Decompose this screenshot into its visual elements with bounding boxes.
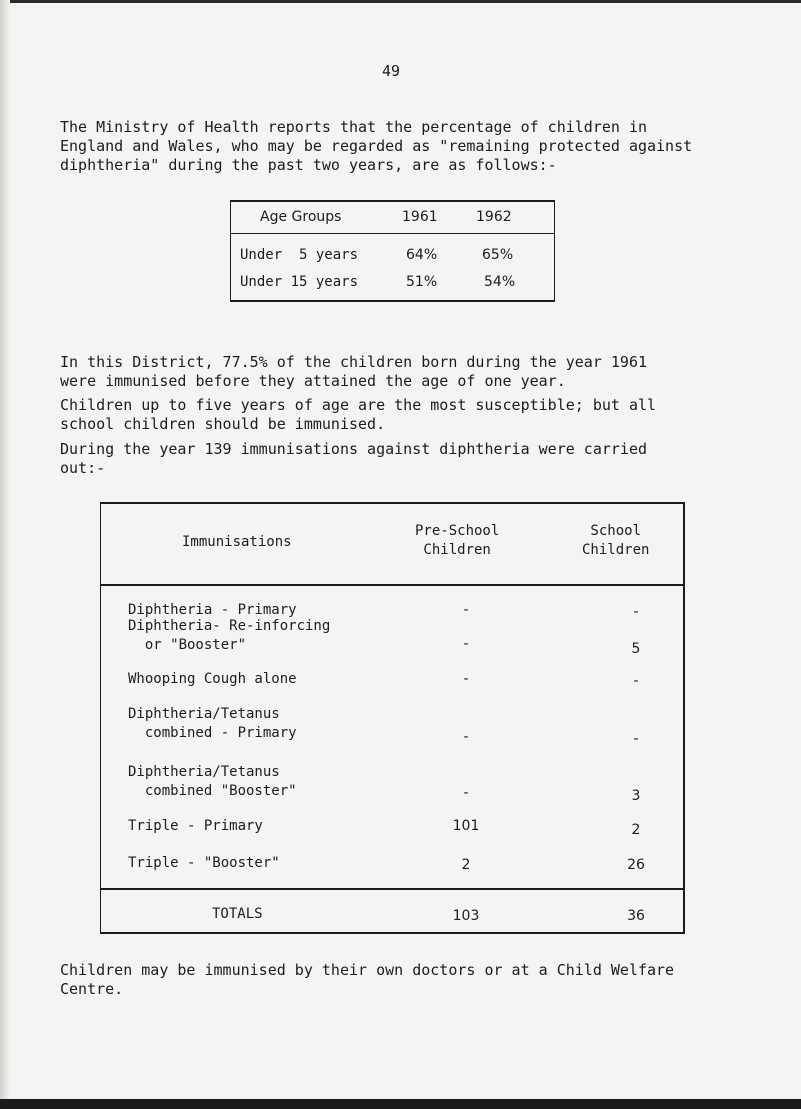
text-line: England and Wales, who may be regarded as "remaining protected against: [60, 137, 693, 155]
row-label: Diphtheria - Primary: [128, 602, 297, 618]
text-line: In this District, 77.5% of the children born during the year 1961: [60, 353, 647, 371]
text-line: Children up to five years of age are the most susceptible; but all: [60, 396, 657, 414]
cell-school: 3: [631, 788, 641, 804]
during-paragraph: [60, 440, 647, 478]
cell-pre-school: -: [463, 636, 469, 652]
cell-pre-school: -: [463, 785, 469, 801]
cell-school: 5: [631, 641, 641, 657]
totals-school: 36: [627, 908, 645, 924]
column-header-1962: 1962: [476, 209, 512, 225]
text-line: were immunised before they attained the age of one year.: [60, 372, 566, 390]
row-label: Whooping Cough alone: [128, 671, 297, 687]
cell-school: -: [633, 673, 639, 689]
cell-value: 64%: [406, 247, 438, 263]
page-top-edge: [0, 0, 801, 3]
cell-pre-school: -: [463, 602, 469, 618]
cell-pre-school: -: [463, 671, 469, 687]
text-line: school children should be immunised.: [60, 415, 386, 433]
row-label: Diphtheria/Tetanus combined "Booster": [128, 764, 297, 799]
page-left-edge: [0, 0, 10, 1109]
text-line: Centre.: [60, 980, 124, 998]
cell-school: -: [633, 731, 639, 747]
cell-value: 51%: [406, 274, 438, 290]
protection-table: [230, 200, 555, 302]
column-header-1961: 1961: [402, 209, 438, 225]
totals-label: TOTALS: [212, 906, 263, 922]
row-label: Diphtheria- Re-inforcing or "Booster": [128, 618, 331, 653]
cell-school: 26: [627, 857, 645, 873]
intro-paragraph: [60, 118, 692, 175]
text-line: Children may be immunised by their own doctors or at a Child Welfare: [60, 961, 675, 979]
cell-pre-school: 101: [452, 818, 480, 834]
row-label: Triple - "Booster": [128, 855, 280, 871]
cell-school: -: [633, 604, 639, 620]
totals-pre-school: 103: [452, 908, 480, 924]
cell-pre-school: -: [463, 729, 469, 745]
district-paragraph: [60, 353, 647, 391]
page-bottom-edge: [0, 1099, 801, 1109]
text-line: diphtheria" during the past two years, are as follows:-: [60, 156, 557, 174]
column-header-school: School Children: [582, 523, 650, 558]
row-label: Under 15 years: [240, 274, 359, 290]
row-label: Diphtheria/Tetanus combined - Primary: [128, 706, 297, 741]
children-paragraph: [60, 396, 656, 434]
text-line: out:-: [60, 459, 106, 477]
immunisation-table: [100, 502, 685, 934]
cell-school: 2: [631, 822, 641, 838]
closing-paragraph: [60, 961, 674, 999]
cell-value: 54%: [484, 274, 516, 290]
row-label: Under 5 years: [240, 247, 359, 263]
cell-value: 65%: [482, 247, 514, 263]
text-line: During the year 139 immunisations against diphtheria were carried: [60, 440, 647, 458]
page-number: 49: [382, 62, 401, 80]
cell-pre-school: 2: [461, 857, 471, 873]
text-line: The Ministry of Health reports that the percentage of children in: [60, 118, 647, 136]
column-header-immunisations: Immunisations: [182, 534, 292, 550]
column-header-age-groups: Age Groups: [260, 209, 342, 225]
column-header-pre-school: Pre-School Children: [415, 523, 500, 558]
row-label: Triple - Primary: [128, 818, 263, 834]
